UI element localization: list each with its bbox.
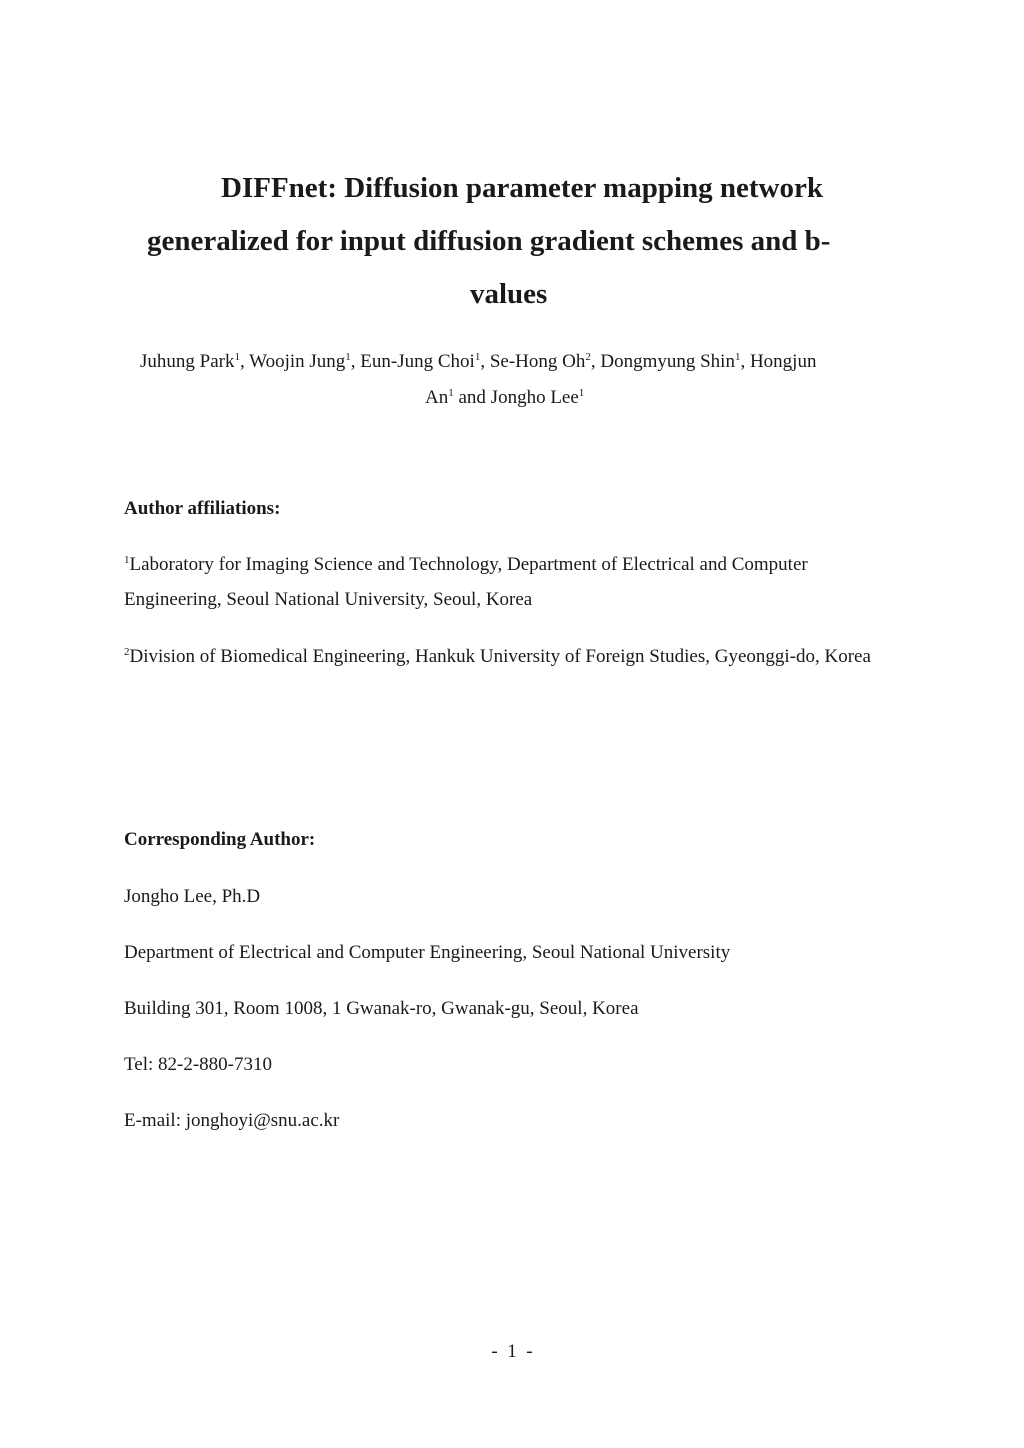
affiliation-text: Laboratory for Imaging Science and Technology, Department of Electrical and Computer Engineering, Seoul National University, Seoul, Korea (124, 554, 808, 610)
title-line-1: DIFFnet: Diffusion parameter mapping network (221, 172, 823, 204)
affiliation-marker: 2 (585, 351, 591, 363)
author-name: Eun-Jung Choi (360, 351, 475, 372)
corresponding-email[interactable]: E-mail: jonghoyi@snu.ac.kr (124, 1110, 340, 1131)
author-separator: , (480, 351, 490, 372)
author-name: Woojin Jung (249, 351, 346, 372)
author-name-part-2: An (425, 387, 449, 408)
author-separator: and (453, 387, 491, 408)
author-line-1 (120, 344, 904, 380)
corresponding-name: Jongho Lee, Ph.D (124, 886, 261, 907)
author-name-part-1: Hongjun (749, 351, 817, 372)
corresponding-heading: Corresponding Author: (124, 829, 316, 850)
author-name: Dongmyung Shin (600, 351, 735, 372)
page-number: - 1 - (491, 1341, 533, 1362)
affiliation-marker: 1 (448, 387, 454, 399)
affiliation-number: 2 (124, 646, 130, 658)
author-line-2 (120, 380, 904, 416)
author-name: Se-Hong Oh (489, 351, 586, 372)
author-list (120, 344, 904, 416)
paper-title (120, 162, 904, 321)
corresponding-address: Building 301, Room 1008, 1 Gwanak-ro, Gwanak-gu, Seoul, Korea (124, 998, 639, 1019)
affiliation-marker: 1 (578, 387, 585, 399)
author-name: Juhung Park (140, 351, 235, 372)
author-separator: , (350, 351, 361, 372)
affiliation-marker: 1 (734, 351, 741, 363)
affiliation-marker: 1 (345, 351, 351, 363)
affiliations-heading: Author affiliations: (124, 498, 281, 519)
author-separator: , (590, 351, 601, 372)
affiliation-marker: 1 (474, 351, 481, 363)
affiliation-2 (124, 639, 904, 674)
affiliation-number: 1 (124, 554, 130, 566)
title-line-3: values (470, 278, 548, 310)
affiliation-text: Division of Biomedical Engineering, Hankuk University of Foreign Studies, Gyeonggi-do, Korea (129, 646, 871, 667)
title-line-2: generalized for input diffusion gradient schemes and b- (147, 225, 831, 257)
author-separator: , (740, 351, 750, 372)
corresponding-tel: Tel: 82-2-880-7310 (124, 1054, 273, 1075)
corresponding-department: Department of Electrical and Computer Engineering, Seoul National University (124, 942, 731, 963)
author-separator: , (239, 351, 250, 372)
author-name: Jongho Lee (490, 387, 579, 408)
affiliation-1 (124, 547, 904, 617)
affiliation-marker: 1 (234, 351, 240, 363)
